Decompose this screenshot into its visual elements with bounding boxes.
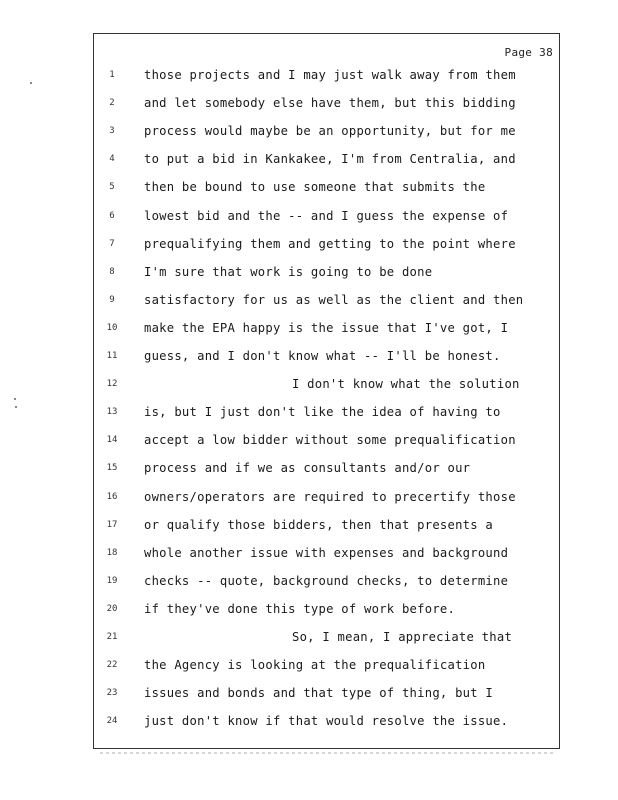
line-number: 19	[106, 576, 118, 586]
line-number: 13	[106, 407, 118, 417]
line-number: 22	[106, 660, 118, 670]
line-number: 7	[109, 239, 115, 249]
line-number: 12	[106, 379, 118, 389]
scan-speck	[14, 398, 16, 400]
transcript-line: satisfactory for us as well as the client and then	[144, 293, 524, 307]
line-number: 21	[106, 632, 118, 642]
transcript-line: if they've done this type of work before.	[144, 602, 456, 616]
transcript-line: process would maybe be an opportunity, but for me	[144, 124, 516, 138]
line-number: 11	[106, 351, 118, 361]
line-number: 16	[106, 492, 118, 502]
transcript-line: just don't know if that would resolve the issue.	[144, 714, 509, 728]
transcript-line: whole another issue with expenses and background	[144, 546, 509, 560]
transcript-line: So, I mean, I appreciate that	[292, 630, 513, 644]
transcript-line: process and if we as consultants and/or our	[144, 461, 471, 475]
line-number: 10	[106, 323, 118, 333]
transcript-line: lowest bid and the -- and I guess the expense of	[144, 209, 509, 223]
line-number: 15	[106, 463, 118, 473]
transcript-line: to put a bid in Kankakee, I'm from Centralia, and	[144, 152, 516, 166]
line-number: 6	[109, 211, 115, 221]
transcript-line: accept a low bidder without some prequalification	[144, 433, 516, 447]
line-number: 5	[109, 182, 115, 192]
line-number: 14	[106, 435, 118, 445]
transcript-line: owners/operators are required to precertify those	[144, 490, 516, 504]
line-number: 2	[109, 98, 115, 108]
line-number: 4	[109, 154, 115, 164]
transcript-line: then be bound to use someone that submits the	[144, 180, 486, 194]
scan-speck	[30, 82, 32, 84]
transcript-line: is, but I just don't like the idea of having to	[144, 405, 501, 419]
line-number: 8	[109, 267, 115, 277]
transcript-line: make the EPA happy is the issue that I've got, I	[144, 321, 509, 335]
page-number: Page 38	[504, 46, 553, 59]
transcript-line: or qualify those bidders, then that presents a	[144, 518, 494, 532]
transcript-page	[93, 33, 560, 749]
line-number: 3	[109, 126, 115, 136]
line-number: 23	[106, 688, 118, 698]
line-number: 1	[109, 70, 115, 80]
transcript-line: I don't know what the solution	[292, 377, 520, 391]
transcript-line: those projects and I may just walk away from them	[144, 68, 516, 82]
transcript-text	[94, 34, 559, 748]
line-number: 18	[106, 548, 118, 558]
scan-speck	[15, 406, 17, 408]
line-number: 20	[106, 604, 118, 614]
transcript-line: I'm sure that work is going to be done	[144, 265, 433, 279]
transcript-line: issues and bonds and that type of thing, but I	[144, 686, 494, 700]
scan-noise-line	[100, 752, 555, 754]
line-number: 24	[106, 716, 118, 726]
transcript-line: and let somebody else have them, but this bidding	[144, 96, 516, 110]
transcript-line: guess, and I don't know what -- I'll be honest.	[144, 349, 501, 363]
transcript-line: checks -- quote, background checks, to determine	[144, 574, 509, 588]
line-number: 17	[106, 520, 118, 530]
line-number: 9	[109, 295, 115, 305]
transcript-line: prequalifying them and getting to the point where	[144, 237, 516, 251]
transcript-line: the Agency is looking at the prequalification	[144, 658, 486, 672]
